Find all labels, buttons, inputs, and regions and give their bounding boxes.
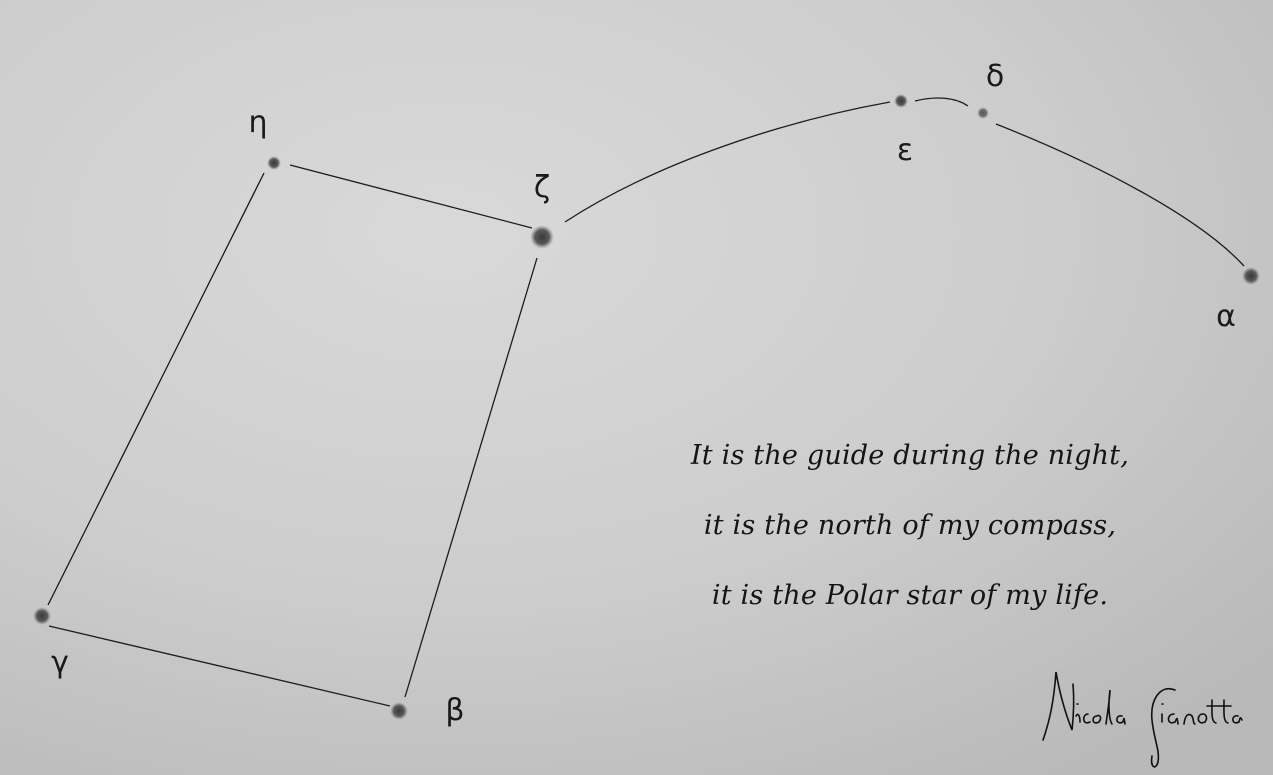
label-delta: δ [985, 59, 1005, 94]
label-epsilon: ε [896, 133, 914, 168]
label-alpha: α [1216, 299, 1236, 334]
star-alpha [1242, 267, 1260, 285]
label-beta: β [445, 693, 465, 728]
label-gamma: γ [51, 645, 69, 680]
label-zeta: ζ [533, 170, 551, 205]
star-delta [977, 107, 989, 119]
poem-line-3: it is the Polar star of my life. [711, 580, 1109, 611]
star-gamma [33, 607, 51, 625]
star-beta [390, 702, 408, 720]
star-zeta [530, 225, 554, 249]
poem-line-2: it is the north of my compass, [703, 510, 1117, 541]
label-eta: η [248, 105, 268, 140]
poem-line-1: It is the guide during the night, [690, 440, 1130, 471]
star-epsilon [894, 94, 908, 108]
star-eta [267, 156, 281, 170]
